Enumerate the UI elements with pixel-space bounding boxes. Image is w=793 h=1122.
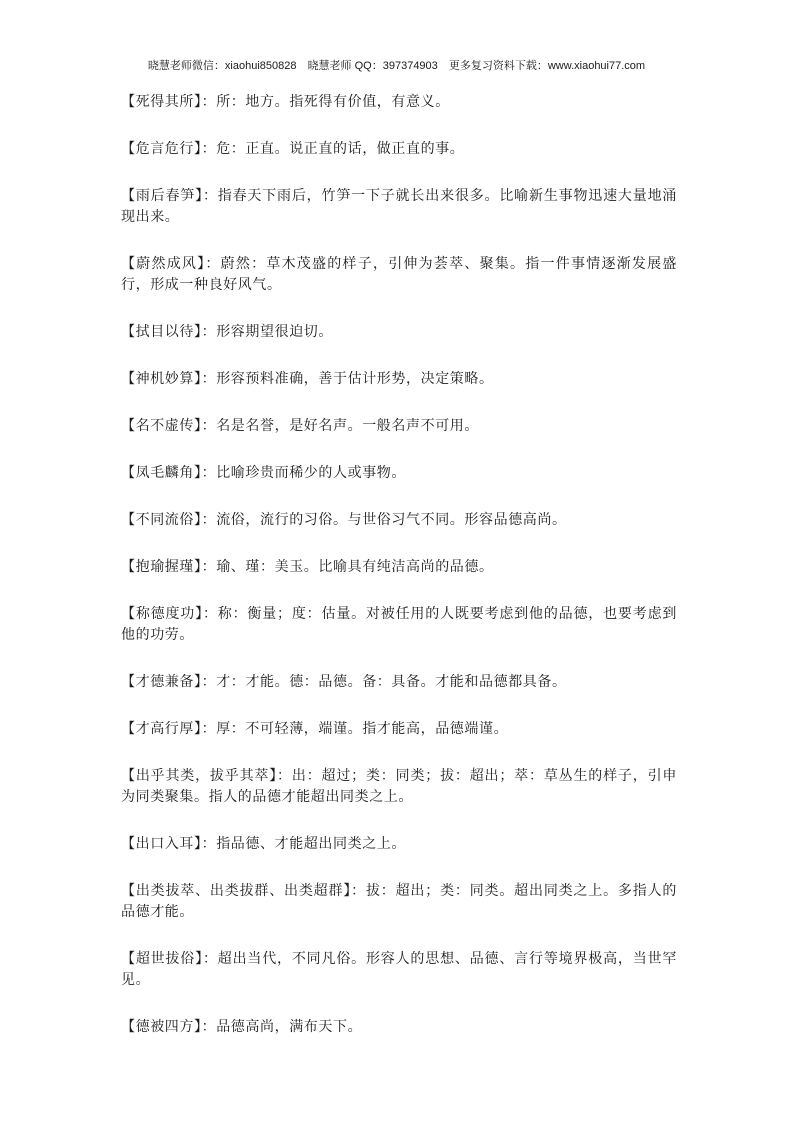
idiom-entry [121, 254, 677, 296]
idiom-term: 【德被四方】 [121, 1019, 202, 1035]
idiom-entry [121, 369, 677, 390]
idiom-entry [121, 672, 677, 693]
idiom-term: 【名不虚传】 [121, 418, 202, 434]
idiom-term: 【雨后春笋】 [121, 188, 203, 204]
idiom-definition: ：危：正直。说正直的话，做正直的事。 [201, 141, 465, 157]
idiom-definition: ：称：衡量；度：估量。对被任用的人既要考虑到他的品德，也要考虑到他的功劳。 [121, 606, 677, 643]
idiom-definition: ：指春天下雨后，竹笋一下子就长出来很多。比喻新生事物迅速大量地涌现出来。 [121, 188, 677, 225]
idiom-list [121, 92, 677, 1064]
idiom-definition: ：才：才能。德：品德。备：具备。才能和品德都具备。 [201, 674, 567, 690]
idiom-entry [121, 557, 677, 578]
idiom-definition: ：名是名誉，是好名声。一般名声不可用。 [201, 418, 480, 434]
idiom-entry [121, 322, 677, 343]
idiom-entry [121, 834, 677, 855]
idiom-term: 【不同流俗】 [121, 512, 202, 528]
idiom-definition: ：厚：不可轻薄，端谨。指才能高，品德端谨。 [201, 721, 509, 737]
idiom-definition: ：拔：超出；类：同类。超出同类之上。多指人的品德才能。 [121, 883, 677, 920]
idiom-definition: ：形容期望很迫切。 [201, 324, 334, 340]
idiom-term: 【出类拔萃、出类拔群、出类超群】 [121, 883, 352, 899]
idiom-entry [121, 416, 677, 437]
idiom-definition: ：瑜、瑾：美玉。比喻具有纯洁高尚的品德。 [201, 559, 494, 575]
idiom-term: 【才德兼备】 [121, 674, 202, 690]
idiom-entry [121, 1017, 677, 1038]
idiom-entry [121, 92, 677, 113]
idiom-term: 【神机妙算】 [121, 371, 202, 387]
idiom-entry [121, 766, 677, 808]
idiom-entry [121, 139, 677, 160]
idiom-definition: ：指品德、才能超出同类之上。 [201, 836, 407, 852]
idiom-definition: ：超出当代，不同凡俗。形容人的思想、品德、言行等境界极高，当世罕见。 [121, 951, 677, 988]
idiom-definition: ：流俗，流行的习俗。与世俗习气不同。形容品德高尚。 [201, 512, 567, 528]
idiom-definition: ：形容预料准确，善于估计形势，决定策略。 [201, 371, 494, 387]
idiom-definition: ：出：超过；类：同类；拔：超出；萃：草丛生的样子，引申为同类聚集。指人的品德才能超出同类之上。 [121, 768, 677, 805]
page-header [0, 58, 793, 74]
header-download: 更多复习资料下载：www.xiaohui77.com [448, 60, 646, 72]
idiom-entry [121, 881, 677, 923]
idiom-term: 【凤毛麟角】 [121, 465, 202, 481]
idiom-entry [121, 510, 677, 531]
idiom-term: 【出口入耳】 [121, 836, 202, 852]
idiom-definition: ：所：地方。指死得有价值，有意义。 [201, 94, 450, 110]
idiom-term: 【抱瑜握瑾】 [121, 559, 202, 575]
idiom-term: 【才高行厚】 [121, 721, 202, 737]
idiom-entry [121, 186, 677, 228]
idiom-entry [121, 719, 677, 740]
idiom-term: 【拭目以待】 [121, 324, 202, 340]
idiom-definition: ：品德高尚，满布天下。 [201, 1019, 363, 1035]
idiom-term: 【危言危行】 [121, 141, 202, 157]
idiom-entry [121, 949, 677, 991]
idiom-term: 【出乎其类，拔乎其萃】 [121, 768, 278, 784]
idiom-definition: ：比喻珍贵而稀少的人或事物。 [201, 465, 407, 481]
idiom-term: 【蔚然成风】 [121, 256, 206, 272]
idiom-entry [121, 463, 677, 484]
idiom-term: 【死得其所】 [121, 94, 202, 110]
idiom-definition: ：蔚然：草木茂盛的样子，引伸为荟萃、聚集。指一件事情逐渐发展盛行，形成一种良好风气。 [121, 256, 677, 293]
header-qq: 晓慧老师 QQ：397374903 [307, 60, 438, 72]
header-wechat: 晓慧老师微信：xiaohui850828 [147, 60, 297, 72]
idiom-term: 【称德度功】 [121, 606, 203, 622]
idiom-term: 【超世拔俗】 [121, 951, 203, 967]
idiom-entry [121, 604, 677, 646]
